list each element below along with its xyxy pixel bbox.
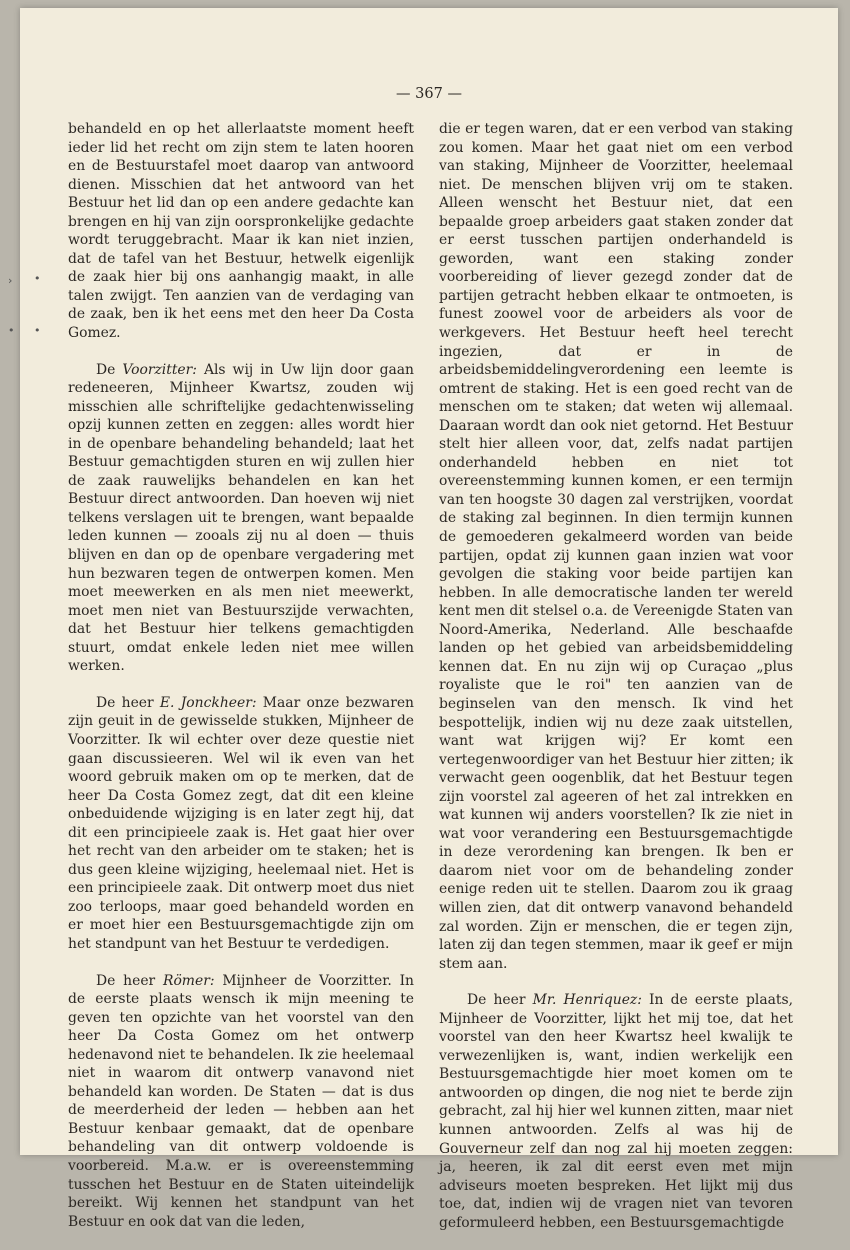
margin-dot-mark: • (34, 272, 41, 285)
speaker-name: Mr. Henriquez: (532, 992, 642, 1009)
page-number: — 367 — (396, 86, 462, 102)
left-column (68, 120, 414, 1249)
speaker-name: Voorzitter: (122, 361, 197, 378)
speaker-name: E. Jonckheer: (159, 694, 257, 711)
paragraph-jonckheer: De heer E. Jonckheer: Maar onze bezwaren zijn geuit in de gewisselde stukken, Mijnheer de Voorzitter. Ik wil echter over deze questie niet gaan discussieeren. Wel wil ik even van het woord gebruik maken om op te merken, dat de heer Da Costa Gomez zegt, dat dit een kleine onbeduidende wijziging is en later zegt hij, dat dit een principieele zaak is. Het gaat hier over het recht van den arbeider om te staken; het is dus geen kleine wijziging, heelemaal niet. Het is een principieele zaak. Dit ontwerp moet dus niet zoo terloops, maar goed behandeld worden en er moet hier een Bestuursgemachtigde zijn om het standpunt van het Bestuur te verdedigen. (68, 694, 414, 952)
paragraph-continuation: behandeld en op het allerlaatste moment heeft ieder lid het recht om zijn stem te laten hooren en de Bestuurstafel moet daarop van antwoord dienen. Misschien dat het antwoord van het Bestuur het lid dan op een andere gedachte kan brengen en hij van zijn oorspronkelijke gedachte wordt teruggebracht. Maar ik kan niet inzien, dat de tafel van het Bestuur, hetwelk eigenlijk de zaak hier bij ons aanhangig maakt, in alle talen zwijgt. Ten aanzien van de verdaging van de zaak, ben ik het eens met den heer Da Costa Gomez. (68, 121, 414, 342)
paragraph-romer-continued: die er tegen waren, dat er een verbod van staking zou komen. Maar het gaat niet om een verbod van staking, Mijnheer de Voorzitter, heelemaal niet. De menschen blijven vrij om te staken. Alleen wenscht het Bestuur niet, dat een bepaalde groep arbeiders gaat staken zonder dat er eerst tusschen partijen onderhandeld is geworden, want een staking zonder voorbereiding of liever gezegd zonder dat de partijen getracht hebben elkaar te ontmoeten, is funest zoowel voor de arbeiders als voor de werkgevers. Het Bestuur heeft heel terecht ingezien, dat er in de arbeidsbemiddelingverordening een leemte is omtrent de staking. Het is een goed recht van de menschen om te staken; dat weten wij allemaal. Daaraan wordt dan ook niet getornd. Het Bestuur stelt hier alleen voor, dat, zelfs nadat partijen onderhandeld hebben en niet tot overeenstemming kunnen komen, er een termijn van ten hoogste 30 dagen zal verstrijken, voordat de staking zal beginnen. In dien termijn kunnen de gemoederen gekalmeerd worden van beide partijen, opdat zij kunnen gaan inzien wat voor gevolgen die staking voor beide partijen kan hebben. In alle democratische landen ter wereld kent men dit stelsel o.a. de Vereenigde Staten van Noord-Amerika, Nederland. Alle beschaafde landen op het gebied van arbeidsbemiddeling kennen dat. En nu zijn wij op Curaçao „plus royaliste que le roi" ten aanzien van de beginselen van den mensch. Ik vind het bespottelijk, indien wij nu deze zaak uitstellen, want wat krijgen wij? Er komt een vertegenwoordiger van het Bestuur hier zitten; ik verwacht geen oogenblik, dat het Bestuur tegen zijn voorstel zal ageeren of het zal intrekken en wat kunnen wij anders voorstellen? Ik zie niet in wat voor verandering een Bestuursgemachtigde in deze verordening kan brengen. Ik ben er daarom niet voor om de behandeling zonder eenige reden uit te stellen. Daarom zou ik graag willen zien, dat dit ontwerp vanavond behandeld zal worden. Zijn er menschen, die er tegen zijn, laten zij dan tegen stemmen, maar ik geef er mijn stem aan. (439, 121, 793, 972)
document-page (8, 8, 838, 1231)
paragraph-henriquez: De heer Mr. Henriquez: In de eerste plaats, Mijnheer de Voorzitter, lijkt het mij toe, dat het voorstel van den heer Kwartsz heel kwalijk te verwezenlijken is, want, indien werkelijk een Bestuursgemachtigde hier moet komen om te antwoorden op dingen, die nog niet te berde zijn gebracht, zal hij hier wel kunnen zitten, maar niet kunnen antwoorden. Zelfs al was hij de Gouverneur zelf dan nog zal hij moeten zeggen: ja, heeren, ik zal dit eerst even met mijn adviseurs moeten bespreken. Het lijkt mij dus toe, dat, indien wij de vragen niet van tevoren geformuleerd hebben, een Bestuursgemachtigde (439, 992, 794, 1231)
right-column (439, 120, 793, 1250)
speaker-name: Römer: (162, 972, 215, 989)
margin-dot-mark: • (8, 324, 15, 337)
margin-arrow-mark: › (8, 274, 13, 287)
paragraph-voorzitter: De Voorzitter: Als wij in Uw lijn door gaan redeneeren, Mijnheer Kwartsz, zouden wij misschien alle schriftelijke gedachtenwisseling opzij kunnen zetten en zeggen: alles wordt hier in de openbare behandeling behandeld; laat het Bestuur gemachtigden sturen en wij zullen hier de zaak rauwelijks behandelen en kan het Bestuur direct antwoorden. Dan hoeven wij niet telkens verslagen uit te brengen, want bepaalde leden kunnen — zooals zij nu al doen — thuis blijven en dan op de openbare vergadering met hun bezwaren tegen de ontwerpen komen. Men moet meewerken en als men niet meewerkt, moet men niet van Bestuurszijde verwachten, dat het Bestuur hier telkens gemachtigden stuurt, omdat enkele leden niet mee willen werken. (68, 361, 414, 675)
paragraph-romer: De heer Römer: Mijnheer de Voorzitter. In de eerste plaats wensch ik mijn meening te geven ten opzichte van het voorstel van den heer Da Costa Gomez om het ontwerp hedenavond niet te behandelen. Ik zie heelemaal niet in waarom dit ontwerp vanavond niet behandeld kan worden. De Staten — dat is dus de meerderheid der leden — hebben aan het Bestuur kenbaar gemaakt, dat de openbare behandeling van dit ontwerp voldoende is voorbereid. M.a.w. er is overeenstemming tusschen het Bestuur en de Staten uiteindelijk bereikt. Wij kennen het standpunt van het Bestuur en ook dat van die leden, (68, 972, 415, 1230)
margin-dot-mark: • (34, 324, 41, 337)
